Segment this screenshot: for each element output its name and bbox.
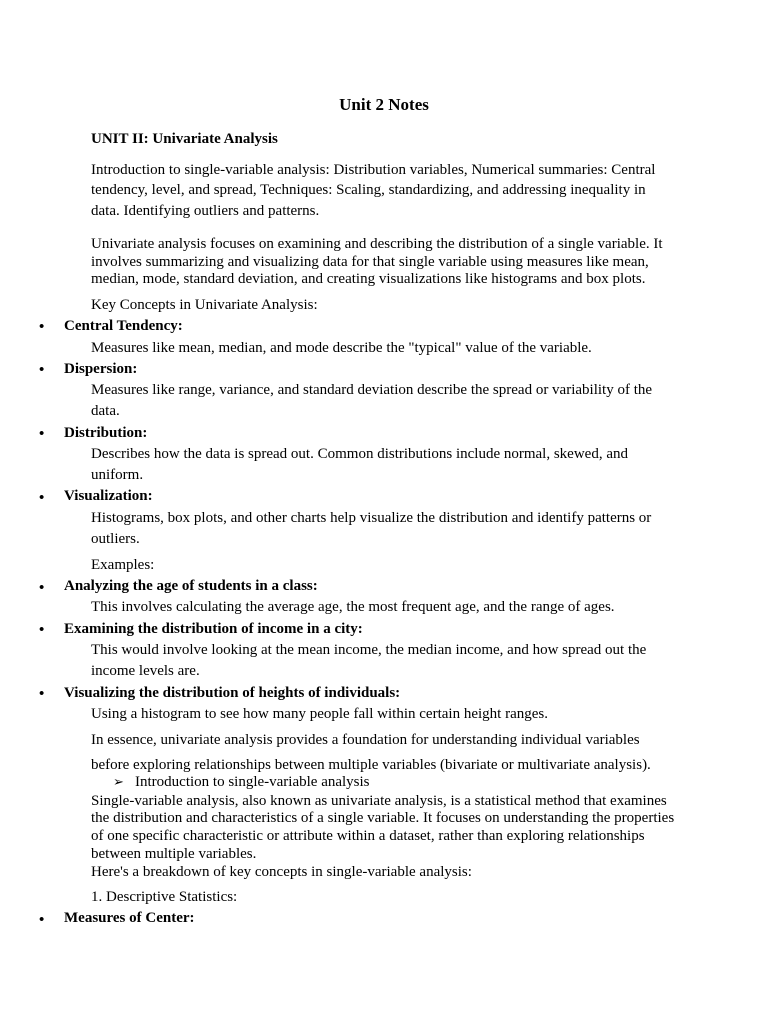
essence-line: In essence, univariate analysis provides a foundation for understanding individual variables [91, 732, 640, 748]
intro-line: Introduction to single-variable analysis: Distribution variables, Numerical summaries: Central [91, 162, 656, 178]
arrow-bullet-icon: ➢ [113, 774, 124, 789]
definition-line: of one specific characteristic or attribute within a dataset, rather than exploring relationships [91, 828, 645, 844]
bullet-icon: • [39, 622, 45, 638]
essence-line: before exploring relationships between multiple variables (bivariate or multivariate analysis). [91, 757, 651, 773]
bullet-icon: • [39, 912, 45, 928]
breakdown-line: Here's a breakdown of key concepts in single-variable analysis: [91, 864, 472, 880]
overview-line: Univariate analysis focuses on examining and describing the distribution of a single variable. It [91, 236, 663, 252]
intro-line: data. Identifying outliers and patterns. [91, 203, 320, 219]
bullet-icon: • [39, 319, 45, 335]
bullet-icon: • [39, 490, 45, 506]
example-body: income levels are. [91, 663, 200, 679]
overview-line: median, mode, standard deviation, and creating visualizations like histograms and box plots. [91, 271, 646, 287]
overview-line: involves summarizing and visualizing data for that single variable using measures like mean, [91, 254, 649, 270]
key-concepts-label: Key Concepts in Univariate Analysis: [91, 297, 318, 313]
sub-heading: Introduction to single-variable analysis [135, 774, 370, 790]
bullet-icon: • [39, 580, 45, 596]
example-body: This would involve looking at the mean income, the median income, and how spread out the [91, 642, 647, 658]
concept-body: Histograms, box plots, and other charts help visualize the distribution and identify patterns or [91, 510, 652, 526]
concept-body: Measures like range, variance, and standard deviation describe the spread or variability of the [91, 382, 653, 398]
example-body: Using a histogram to see how many people fall within certain height ranges. [91, 706, 548, 722]
measures-center-heading: Measures of Center: [64, 910, 195, 926]
bullet-icon: • [39, 426, 45, 442]
bullet-icon: • [39, 686, 45, 702]
examples-label: Examples: [91, 557, 155, 573]
intro-line: tendency, level, and spread, Techniques: Scaling, standardizing, and addressing inequality in [91, 182, 646, 198]
definition-line: between multiple variables. [91, 846, 257, 862]
example-heading: Visualizing the distribution of heights of individuals: [64, 685, 401, 701]
concept-heading: Central Tendency: [64, 318, 183, 334]
example-heading: Examining the distribution of income in a city: [64, 621, 363, 637]
concept-heading: Visualization: [64, 488, 153, 504]
bullet-icon: • [39, 362, 45, 378]
concept-heading: Dispersion: [64, 361, 138, 377]
concept-body: data. [91, 403, 120, 419]
concept-body: Measures like mean, median, and mode describe the "typical" value of the variable. [91, 340, 592, 356]
definition-line: the distribution and characteristics of a single variable. It focuses on understanding the properties [91, 810, 675, 826]
concept-body: outliers. [91, 531, 140, 547]
definition-line: Single-variable analysis, also known as univariate analysis, is a statistical method that examines [91, 793, 667, 809]
concept-body: uniform. [91, 467, 144, 483]
page-title: Unit 2 Notes [339, 95, 429, 114]
unit-heading: UNIT II: Univariate Analysis [91, 131, 278, 147]
example-body: This involves calculating the average age, the most frequent age, and the range of ages. [91, 599, 615, 615]
example-heading: Analyzing the age of students in a class: [64, 578, 318, 594]
descriptive-statistics-heading: 1. Descriptive Statistics: [91, 889, 238, 905]
concept-heading: Distribution: [64, 425, 148, 441]
concept-body: Describes how the data is spread out. Common distributions include normal, skewed, and [91, 446, 628, 462]
